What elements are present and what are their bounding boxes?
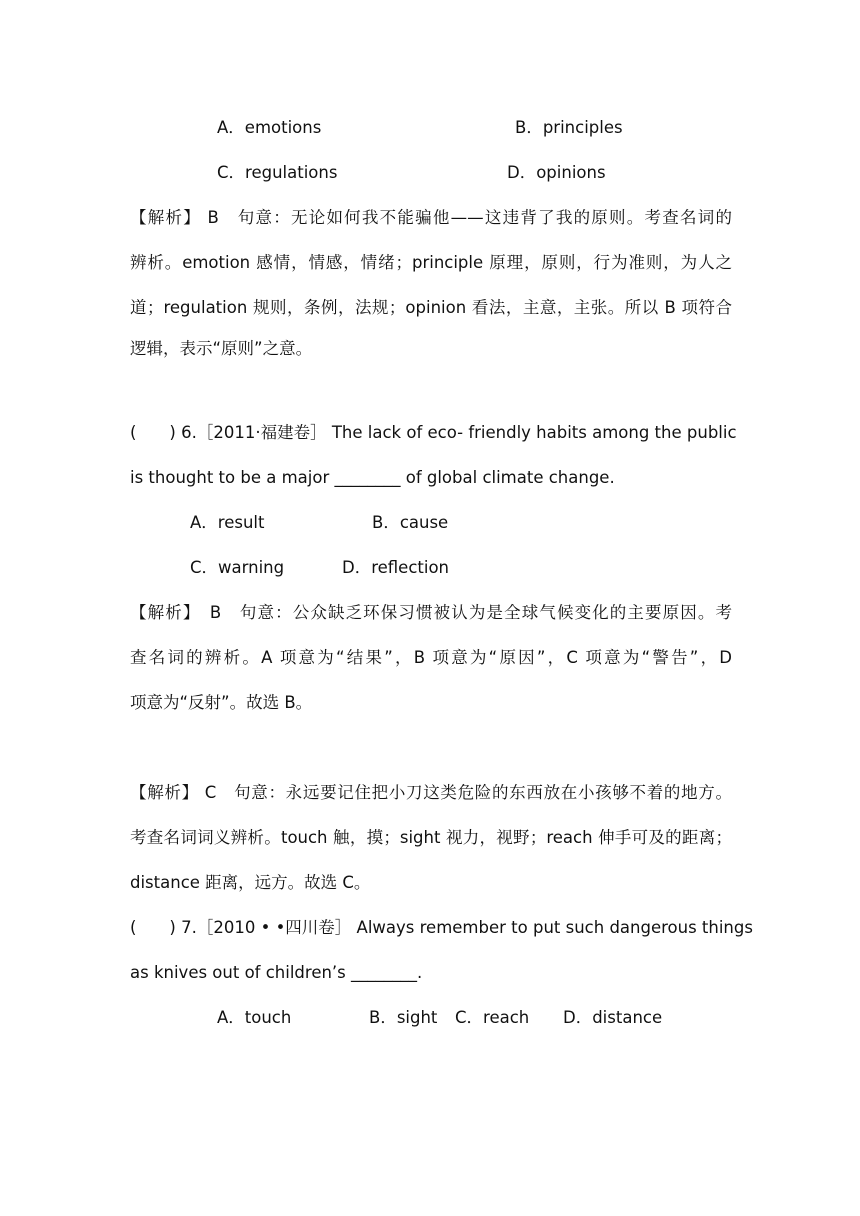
q7-option-d: D．distance	[563, 1008, 663, 1027]
q6-option-d: D．reflection	[342, 558, 450, 577]
q7-option-c: C．reach	[455, 1008, 530, 1027]
q5-analysis-line-2: 辨析。emotion 感情，情感，情绪；principle 原理，原则，行为准则，为人之	[130, 253, 732, 272]
q7-stem-line-1: ( ) 7.［2010 • •四川卷］ Always remember to put such dangerous things	[130, 918, 753, 937]
q6-option-c: C．warning	[190, 558, 285, 577]
q5-option-d: D．opinions	[507, 163, 606, 182]
q7-option-b: B．sight	[369, 1008, 438, 1027]
q7-analysis-line-1: 【解析】 C 句意：永远要记住把小刀这类危险的东西放在小孩够不着的地方。	[130, 783, 732, 802]
q5-option-a: A．emotions	[217, 118, 322, 137]
q7-stem-line-2: as knives out of children’s ________.	[130, 963, 423, 982]
q6-option-a: A．result	[190, 513, 265, 532]
q5-option-b: B．principles	[515, 118, 623, 137]
q5-analysis-line-4: 逻辑，表示“原则”之意。	[130, 339, 313, 358]
q7-analysis-line-3: distance 距离，远方。故选 C。	[130, 873, 371, 892]
q6-stem-line-1: ( ) 6.［2011·福建卷］ The lack of eco- friendly habits among the public	[130, 423, 737, 442]
q6-option-b: B．cause	[372, 513, 449, 532]
q6-analysis-line-3: 项意为“反射”。故选 B。	[130, 693, 313, 712]
q5-analysis-line-3: 道；regulation 规则，条例，法规；opinion 看法，主意，主张。所以 B 项符合	[130, 298, 732, 317]
q6-stem-line-2: is thought to be a major ________ of global climate change.	[130, 468, 615, 487]
q5-analysis-line-1: 【解析】 B 句意：无论如何我不能骗他——这违背了我的原则。考查名词的	[130, 208, 732, 227]
q5-option-c: C．regulations	[217, 163, 338, 182]
q6-analysis-line-2: 查名词的辨析。A 项意为“结果”，B 项意为“原因”，C 项意为“警告”，D	[130, 648, 732, 667]
q6-analysis-line-1: 【解析】 B 句意：公众缺乏环保习惯被认为是全球气候变化的主要原因。考	[130, 603, 732, 622]
q7-analysis-line-2: 考查名词词义辨析。touch 触，摸；sight 视力，视野；reach 伸手可及的距离；	[130, 828, 732, 847]
q7-option-a: A．touch	[217, 1008, 292, 1027]
